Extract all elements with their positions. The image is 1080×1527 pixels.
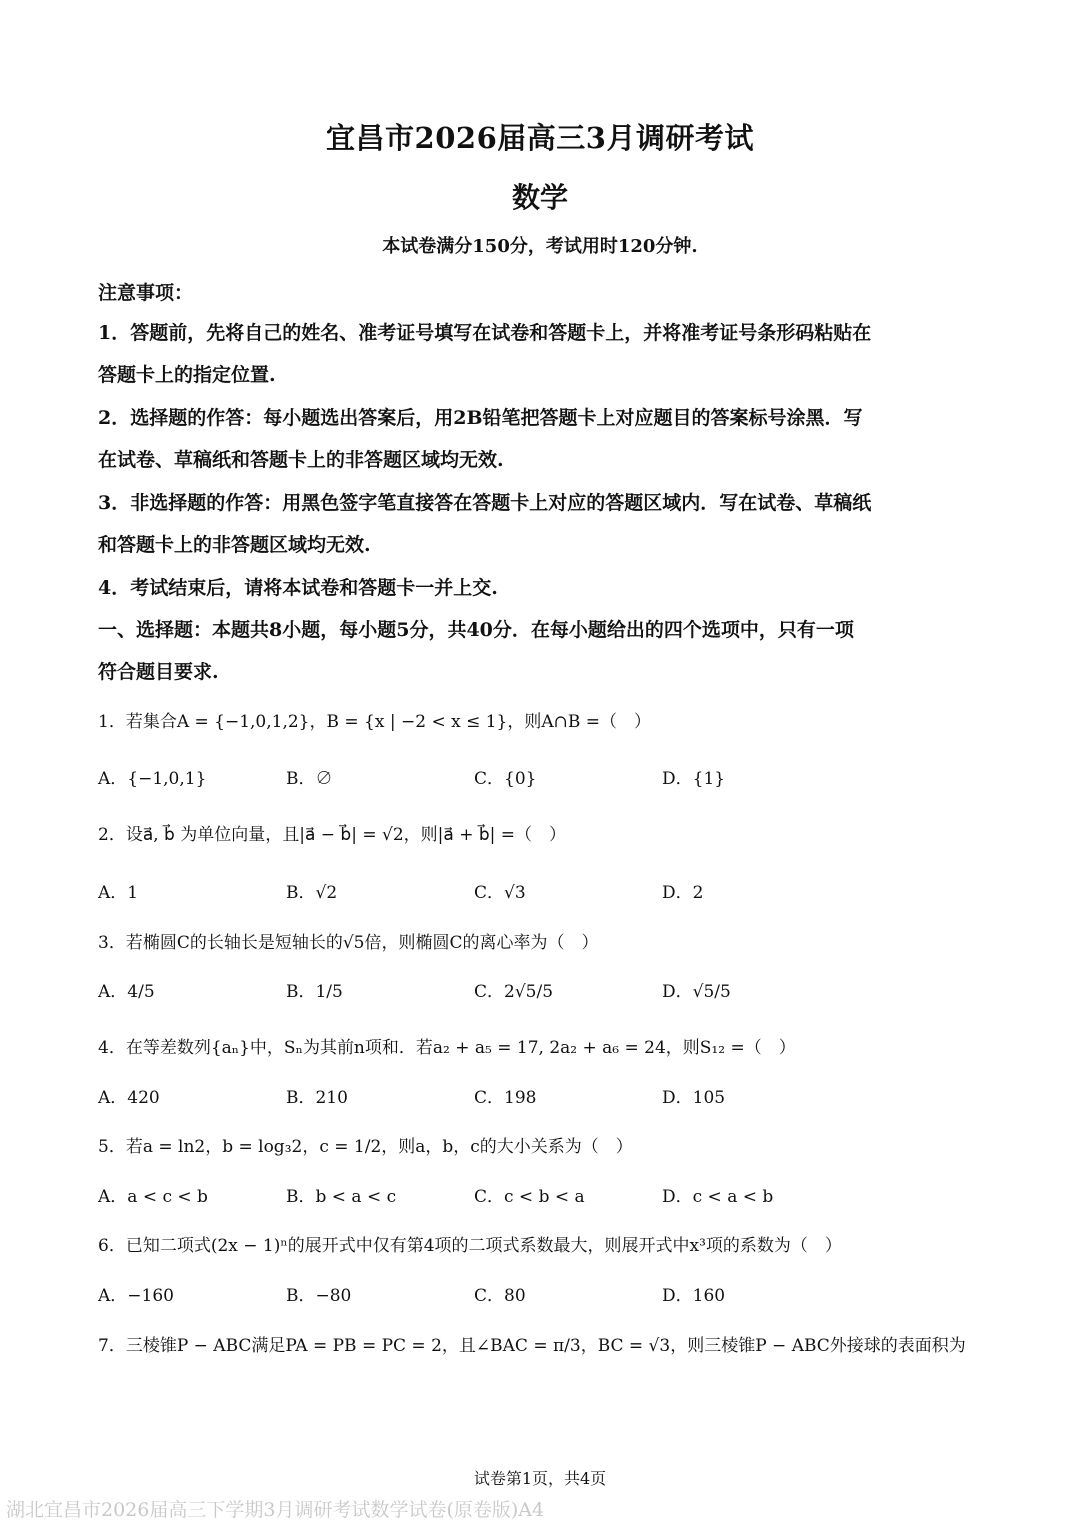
q4-option-a: A．420 xyxy=(98,1088,160,1108)
q4-option-b: B．210 xyxy=(286,1088,348,1108)
q5-option-c: C．c < b < a xyxy=(474,1187,585,1207)
question-1-stem: 1．若集合A = {−1,0,1,2}，B = {x | −2 < x ≤ 1}，则A∩B =（ ） xyxy=(98,712,652,732)
score-info: 本试卷满分150分，考试用时120分钟. xyxy=(382,236,698,257)
q6-option-c: C．80 xyxy=(474,1286,526,1306)
q3-option-c: C．2√5/5 xyxy=(474,982,554,1002)
q5-option-d: D．c < a < b xyxy=(662,1187,774,1207)
notes-heading: 注意事项： xyxy=(98,282,194,304)
question-7-stem: 7．三棱锥P − ABC满足PA = PB = PC = 2，且∠BAC = π/3，BC = √3，则三棱锥P − ABC外接球的表面积为 xyxy=(98,1336,966,1356)
question-2-stem: 2．设a⃗, b⃗ 为单位向量，且|a⃗ − b⃗| = √2，则|a⃗ + b⃗| =（ ） xyxy=(98,825,567,845)
subject-title: 数学 xyxy=(511,181,568,214)
q2-option-d: D．2 xyxy=(662,883,704,903)
q4-option-d: D．105 xyxy=(662,1088,726,1108)
question-3-stem: 3．若椭圆C的长轴长是短轴长的√5倍，则椭圆C的离心率为（ ） xyxy=(98,933,599,953)
section-heading: 一、选择题：本题共8小题，每小题5分，共40分．在每小题给出的四个选项中，只有一项 xyxy=(98,619,854,641)
question-5-stem: 5．若a = ln2，b = log₃2，c = 1/2，则a，b，c的大小关系为（ ） xyxy=(98,1137,633,1157)
note-line: 1．答题前，先将自己的姓名、准考证号填写在试卷和答题卡上，并将准考证号条形码粘贴在 xyxy=(98,322,872,344)
q1-option-c: C．{0} xyxy=(474,769,537,789)
q3-option-b: B．1/5 xyxy=(286,982,343,1002)
q3-option-d: D．√5/5 xyxy=(662,982,731,1002)
section-heading-cont: 符合题目要求. xyxy=(98,661,219,683)
note-line: 4．考试结束后，请将本试卷和答题卡一并上交. xyxy=(98,577,498,599)
note-line: 和答题卡上的非答题区域均无效. xyxy=(98,534,371,556)
page-number: 试卷第1页，共4页 xyxy=(473,1469,607,1488)
question-4-stem: 4．在等差数列{aₙ}中，Sₙ为其前n项和．若a₂ + a₅ = 17, 2a₂ + a₆ = 24，则S₁₂ =（ ） xyxy=(98,1038,796,1058)
q5-option-b: B．b < a < c xyxy=(286,1187,397,1207)
note-line: 2．选择题的作答：每小题选出答案后，用2B铅笔把答题卡上对应题目的答案标号涂黑．写 xyxy=(98,407,863,429)
note-line: 在试卷、草稿纸和答题卡上的非答题区域均无效. xyxy=(98,449,504,471)
q2-option-a: A．1 xyxy=(98,883,139,903)
q2-option-c: C．√3 xyxy=(474,883,526,903)
note-line: 3．非选择题的作答：用黑色签字笔直接答在答题卡上对应的答题区域内．写在试卷、草稿纸 xyxy=(98,492,872,514)
q6-option-a: A．−160 xyxy=(98,1286,174,1306)
q1-option-a: A．{−1,0,1} xyxy=(98,769,207,789)
exam-title: 宜昌市2026届高三3月调研考试 xyxy=(326,121,754,155)
watermark: 湖北宜昌市2026届高三下学期3月调研考试数学试卷(原卷版)A4 xyxy=(6,1499,545,1521)
q4-option-c: C．198 xyxy=(474,1088,537,1108)
q1-option-d: D．{1} xyxy=(662,769,726,789)
question-6-stem: 6．已知二项式(2x − 1)ⁿ的展开式中仅有第4项的二项式系数最大，则展开式中x³项的系数为（ ） xyxy=(98,1236,842,1256)
q6-option-b: B．−80 xyxy=(286,1286,352,1306)
q1-option-b: B．∅ xyxy=(286,769,333,789)
note-line: 答题卡上的指定位置. xyxy=(98,364,276,386)
q5-option-a: A．a < c < b xyxy=(98,1187,208,1207)
q3-option-a: A．4/5 xyxy=(98,982,155,1002)
q6-option-d: D．160 xyxy=(662,1286,726,1306)
q2-option-b: B．√2 xyxy=(286,883,338,903)
